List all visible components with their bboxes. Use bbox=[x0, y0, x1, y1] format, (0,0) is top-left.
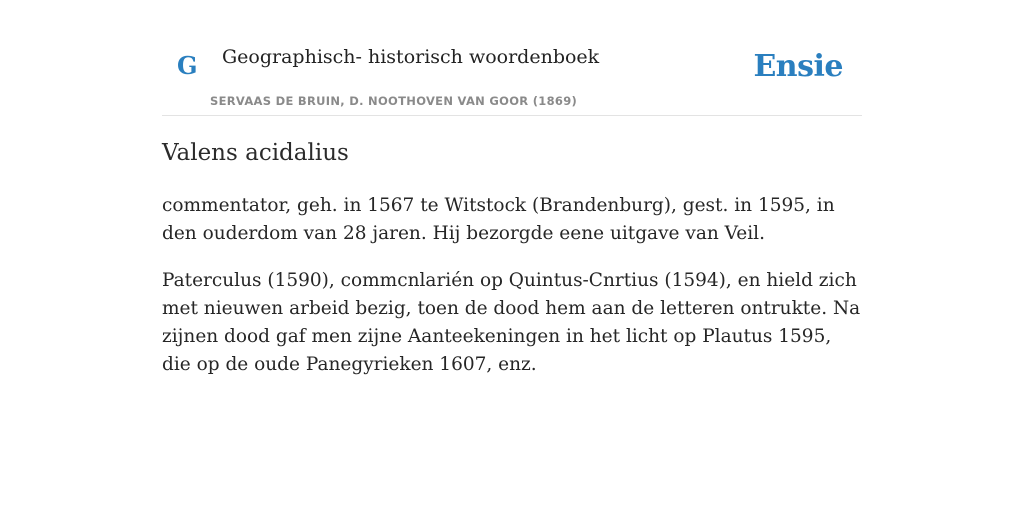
book-header bbox=[162, 0, 862, 116]
entry-body bbox=[162, 192, 862, 398]
page bbox=[162, 0, 862, 375]
book-authors-meta: SERVAAS DE BRUIN, D. NOOTHOVEN VAN GOOR (1869) bbox=[210, 94, 578, 108]
entry-title: Valens acidalius bbox=[162, 140, 349, 166]
entry-paragraph: commentator, geh. in 1567 te Witstock (Brandenburg), gest. in 1595, in den ouderdom van 28 jaren. Hij bezorgde eene uitgave van Veil. bbox=[162, 195, 835, 244]
entry-paragraph: Paterculus (1590), commcnlarién op Quintus-Cnrtius (1594), en hield zich met nieuwen arbeid bezig, toen de dood hem aan de letteren ontrukte. Na zijnen dood gaf men zijne Aanteekeningen in het licht op Plautus 1595, die op de oude Panegyrieken 1607, enz. bbox=[162, 270, 861, 375]
book-title-link[interactable]: Geographisch- historisch woordenboek bbox=[222, 46, 600, 68]
book-initial-link[interactable]: G bbox=[177, 51, 198, 80]
ensie-logo-link[interactable]: Ensie bbox=[753, 49, 843, 84]
